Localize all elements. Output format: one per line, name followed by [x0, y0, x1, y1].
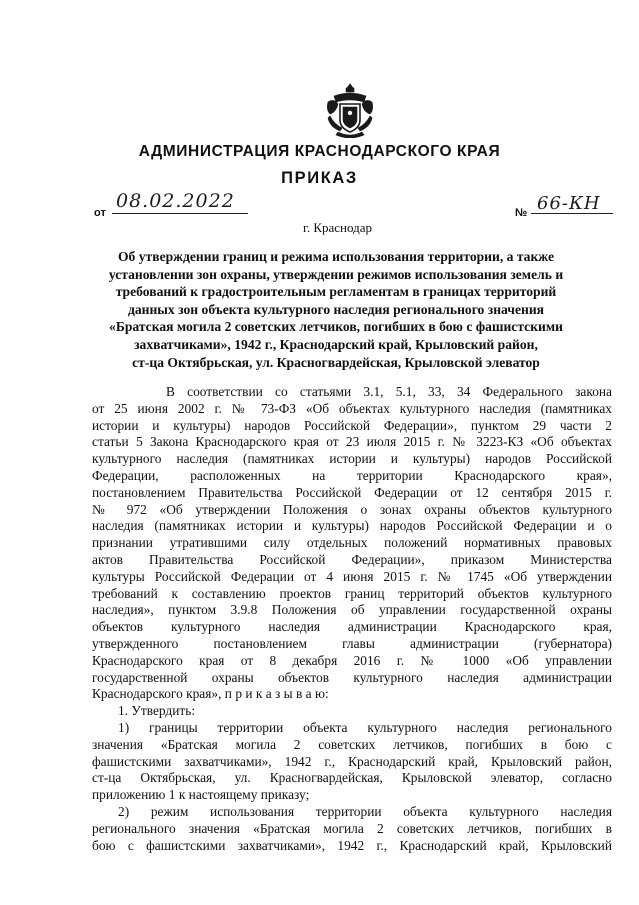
- date-prefix: от: [94, 207, 106, 219]
- subject-line: ст-ца Октябрьская, ул. Красногвардейская, Крыловской элеватор: [132, 354, 540, 370]
- date-underline: [112, 213, 248, 214]
- body-line: культуры Российской Федерации от 4 июня 2015 г. № 1745 «Об утверждении: [92, 568, 612, 584]
- body-line: регионального значения «Братская могила 2 советских летчиков, погибших в: [92, 820, 612, 836]
- body-line: В соответствии со статьями 3.1, 5.1, 33, 34 Федерального закона: [166, 384, 612, 399]
- body-line: приложению 1 к настоящему приказу;: [92, 787, 310, 803]
- number-prefix: №: [515, 207, 528, 219]
- body-line: 1. Утвердить:: [118, 703, 196, 719]
- body-line: наследия», пунктом 3.9.8 Положения об управлении государственной охраны: [92, 602, 612, 618]
- body-line: Краснодарского края от 8 декабря 2016 г. № 1000 «Об управлении: [92, 652, 612, 668]
- subject-line: «Братская могила 2 советских летчиков, погибших в бою с фашистскими: [109, 319, 563, 335]
- body-line: объектов культурного наследия администрации Краснодарского края,: [92, 619, 612, 635]
- subject-line: требований к градостроительным регламентам в границах территорий: [115, 284, 557, 300]
- body-line: 1) границы территории объекта культурного наследия регионального: [118, 719, 612, 735]
- document-body: [92, 384, 612, 854]
- body-line: наследия (памятниках истории и культуры) народов Российской Федерации и о: [92, 518, 612, 534]
- body-line: Краснодарского края», п р и к а з ы в а ю:: [92, 686, 329, 702]
- body-line: бою с фашистскими захватчиками», 1942 г., Краснодарский край, Крыловский: [92, 837, 612, 853]
- body-line: культурного наследия (памятниках истории и культуры) народов Российской: [92, 451, 612, 467]
- body-line: актов Правительства Российской Федерации», приказом Министерства: [92, 551, 612, 567]
- coat-of-arms-icon: [324, 82, 376, 138]
- body-line: от 25 июня 2002 г. № 73-ФЗ «Об объектах культурного наследия (памятниках: [92, 400, 612, 416]
- subject-line: захватчиками», 1942 г., Краснодарский край, Крыловский район,: [134, 336, 538, 352]
- date-value: 08.02.2022: [116, 190, 235, 212]
- body-line: Федерации, расположенных на территории Краснодарского края»,: [92, 467, 612, 483]
- subject-line: данных зон объекта культурного наследия регионального значения: [127, 301, 545, 317]
- body-line: фашистскими захватчиками», 1942 г., Краснодарский край, Крыловский район,: [92, 753, 612, 769]
- body-line: ст-ца Октябрьская, ул. Красногвардейская, Крыловской элеватор, согласно: [92, 770, 612, 786]
- body-line: № 972 «Об утверждении Положения о зонах охраны объектов культурного: [92, 501, 612, 517]
- body-line: 2) режим использования территории объекта культурного наследия: [118, 803, 612, 819]
- number-underline: [531, 213, 613, 214]
- subject-line: установлении зон охраны, утверждении режимов использования земель и: [108, 266, 564, 282]
- subject-line: Об утверждении границ и режима использования территории, а также: [117, 249, 555, 264]
- body-line: истории и культуры) народов Российской Федерации», пунктом 29 части 2: [92, 417, 612, 433]
- body-line: статьи 5 Закона Краснодарского края от 23 июля 2015 г. № 3223-КЗ «Об объектах: [92, 434, 612, 450]
- number-value: 66-КН: [537, 193, 601, 214]
- organization-title: АДМИНИСТРАЦИЯ КРАСНОДАРСКОГО КРАЯ: [138, 143, 501, 160]
- body-line: требований к составлению проектов границ территорий объектов культурного: [92, 585, 612, 601]
- document-type: ПРИКАЗ: [281, 169, 358, 187]
- body-line: постановлением Правительства Российской Федерации от 12 сентября 2015 г.: [92, 484, 612, 500]
- city: г. Краснодар: [302, 220, 373, 235]
- body-line: государственной охраны объектов культурного наследия администрации: [92, 669, 612, 685]
- document-subject: [88, 248, 584, 371]
- body-line: признании утратившими силу отдельных положений нормативных правовых: [92, 535, 612, 551]
- body-line: утвержденного постановлением главы администрации (губернатора): [92, 635, 612, 651]
- body-line: значения «Братская могила 2 советских летчиков, погибших в бою с: [92, 736, 612, 752]
